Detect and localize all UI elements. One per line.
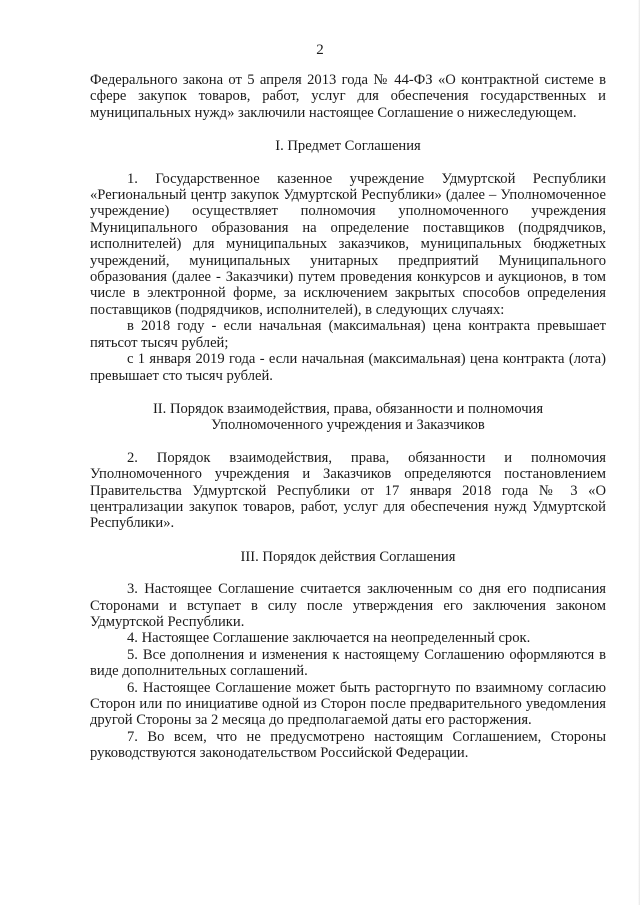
section-3-heading: III. Порядок действия Соглашения bbox=[240, 548, 456, 565]
section-1-heading: I. Предмет Соглашения bbox=[275, 138, 421, 155]
clause-5-paragraph: 5. Все дополнения и изменения к настоящему Соглашению оформляются в виде дополнительных соглашений. bbox=[90, 646, 606, 680]
clause-1-paragraph: 1. Государственное казенное учреждение Удмуртской Республики «Региональный центр закупок Удмуртской Республики» (далее – Уполномоченное учреждение) осуществляет полномочия уполномоченного учреждения Муниципального образования на определение поставщиков (подрядчиков, исполнителей) для муниципальных заказчиков, муниципальных бюджетных учреждений, муниципальных унитарных предприятий Муниципального образования (далее - Заказчики) путем проведения конкурсов и аукционов, в том числе в электронной форме, за исключением закрытых способов определения поставщиков (подрядчиков, исполнителей), в следующих случаях: bbox=[90, 170, 606, 318]
clause-1-case-2018: в 2018 году - если начальная (максимальная) цена контракта превышает пятьсот тысяч рублей; bbox=[90, 318, 606, 351]
section-2-heading bbox=[90, 401, 606, 434]
clause-3-paragraph: 3. Настоящее Соглашение считается заключенным со дня его подписания Сторонами и вступает в силу после утверждения его заключения законом Удмуртской Республики. bbox=[90, 581, 606, 630]
clause-6-paragraph: 6. Настоящее Соглашение может быть расторгнуто по взаимному согласию Сторон или по инициативе одной из Сторон после предварительного уведомления другой Стороны за 2 месяца до предполагаемой даты его расторжения. bbox=[90, 679, 606, 729]
intro-paragraph: Федерального закона от 5 апреля 2013 года № 44-ФЗ «О контрактной системе в сфере закупок товаров, работ, услуг для обеспечения государственных и муниципальных нужд» заключили настоящее Соглашение о нижеследующем. bbox=[90, 72, 606, 121]
page-number: 2 bbox=[316, 42, 324, 58]
section-2-heading-line-1: II. Порядок взаимодействия, права, обязанности и полномочия bbox=[152, 400, 544, 417]
section-2-heading-line-2: Уполномоченного учреждения и Заказчиков bbox=[211, 417, 485, 434]
clause-1-case-2019: с 1 января 2019 года - если начальная (максимальная) цена контракта (лота) превышает сто тысяч рублей. bbox=[90, 351, 606, 384]
clause-7-paragraph: 7. Во всем, что не предусмотрено настоящим Соглашением, Стороны руководствуются законодательством Российской Федерации. bbox=[90, 728, 606, 762]
clause-2-paragraph: 2. Порядок взаимодействия, права, обязанности и полномочия Уполномоченного учреждения и Заказчиков определяются постановлением Правительства Удмуртской Республики от 17 января 2018 года № 3 «О централизации закупок товаров, работ, услуг для обеспечения нужд Удмуртской Республики». bbox=[90, 449, 606, 532]
clause-4-paragraph: 4. Настоящее Соглашение заключается на неопределенный срок. bbox=[127, 630, 531, 647]
document-body bbox=[90, 72, 606, 762]
